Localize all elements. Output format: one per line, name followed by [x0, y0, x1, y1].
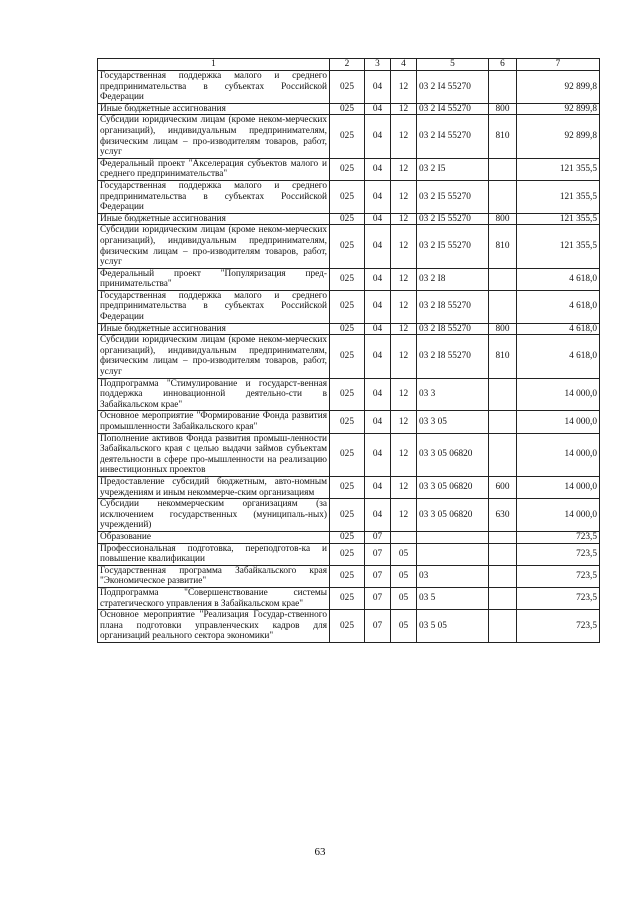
- section-cell: 04: [365, 268, 391, 290]
- subsection-cell: 12: [391, 378, 417, 411]
- code-cell: 025: [330, 378, 365, 411]
- code-cell: 025: [330, 531, 365, 543]
- amount-cell: 723,5: [517, 531, 600, 543]
- row-name-cell: Субсидии юридическим лицам (кроме неком-мерческих организаций), индивидуальным предпринимателям, физическим лицам – про-изводителям товаров, работ, услуг: [98, 225, 330, 268]
- amount-cell: 14 000,0: [517, 378, 600, 411]
- code-cell: 025: [330, 225, 365, 268]
- section-cell: 04: [365, 71, 391, 104]
- row-name-cell: Государственная поддержка малого и среднего предпринимательства в субъектах Российской Федерации: [98, 290, 330, 323]
- table-row: [98, 433, 600, 476]
- table-row: [98, 180, 600, 213]
- code-cell: 025: [330, 71, 365, 104]
- target-article-cell: 03 2 I4 55270: [417, 103, 489, 115]
- target-article-cell: 03 2 I5: [417, 158, 489, 180]
- column-header: 3: [365, 59, 391, 71]
- table-row: [98, 587, 600, 609]
- target-article-cell: 03 2 I8 55270: [417, 323, 489, 335]
- amount-cell: 723,5: [517, 587, 600, 609]
- subsection-cell: [391, 531, 417, 543]
- section-cell: 04: [365, 290, 391, 323]
- section-cell: 04: [365, 476, 391, 498]
- column-number-row: [98, 59, 600, 71]
- table-row: [98, 378, 600, 411]
- section-cell: 04: [365, 335, 391, 378]
- table-row: [98, 213, 600, 225]
- row-name-cell: Образование: [98, 531, 330, 543]
- row-name-cell: Иные бюджетные ассигнования: [98, 323, 330, 335]
- table-row: [98, 531, 600, 543]
- amount-cell: 4 618,0: [517, 290, 600, 323]
- code-cell: 025: [330, 587, 365, 609]
- amount-cell: 121 355,5: [517, 158, 600, 180]
- target-article-cell: 03 3 05 06820: [417, 476, 489, 498]
- section-cell: 07: [365, 543, 391, 565]
- expense-type-cell: [489, 565, 517, 587]
- subsection-cell: 12: [391, 323, 417, 335]
- table-row: [98, 268, 600, 290]
- table-body: [98, 71, 600, 643]
- expense-type-cell: [489, 587, 517, 609]
- row-name-cell: Предоставление субсидий бюджетным, авто-номным учреждениям и иным некоммерче-ским организациям: [98, 476, 330, 498]
- subsection-cell: 12: [391, 411, 417, 433]
- code-cell: 025: [330, 610, 365, 643]
- code-cell: 025: [330, 290, 365, 323]
- amount-cell: 121 355,5: [517, 225, 600, 268]
- expense-type-cell: 800: [489, 103, 517, 115]
- code-cell: 025: [330, 499, 365, 532]
- code-cell: 025: [330, 565, 365, 587]
- row-name-cell: Субсидии некоммерческим организациям (за исключением государственных (муниципаль-ных) учреждений): [98, 499, 330, 532]
- section-cell: 04: [365, 499, 391, 532]
- expense-type-cell: [489, 531, 517, 543]
- code-cell: 025: [330, 411, 365, 433]
- target-article-cell: [417, 531, 489, 543]
- subsection-cell: 12: [391, 225, 417, 268]
- subsection-cell: 12: [391, 158, 417, 180]
- amount-cell: 14 000,0: [517, 411, 600, 433]
- row-name-cell: Подпрограмма "Стимулирование и государст-венная поддержка инновационной деятельно-сти в Забайкальском крае": [98, 378, 330, 411]
- column-header: 5: [417, 59, 489, 71]
- expense-type-cell: 810: [489, 225, 517, 268]
- row-name-cell: Основное мероприятие "Реализация Государ-ственного плана подготовки управленческих кадров для организаций реального сектора экономики": [98, 610, 330, 643]
- target-article-cell: 03: [417, 565, 489, 587]
- code-cell: 025: [330, 323, 365, 335]
- subsection-cell: 12: [391, 476, 417, 498]
- subsection-cell: 12: [391, 103, 417, 115]
- expense-type-cell: 600: [489, 476, 517, 498]
- subsection-cell: 12: [391, 180, 417, 213]
- row-name-cell: Профессиональная подготовка, переподготов-ка и повышение квалификации: [98, 543, 330, 565]
- subsection-cell: 05: [391, 610, 417, 643]
- amount-cell: 14 000,0: [517, 476, 600, 498]
- expense-type-cell: [489, 543, 517, 565]
- budget-table: [97, 58, 600, 643]
- target-article-cell: 03 3 05: [417, 411, 489, 433]
- table-row: [98, 411, 600, 433]
- subsection-cell: 12: [391, 71, 417, 104]
- table-row: [98, 565, 600, 587]
- row-name-cell: Субсидии юридическим лицам (кроме неком-мерческих организаций), индивидуальным предпринимателям, физическим лицам – про-изводителям товаров, работ, услуг: [98, 335, 330, 378]
- row-name-cell: Иные бюджетные ассигнования: [98, 213, 330, 225]
- expense-type-cell: 800: [489, 323, 517, 335]
- row-name-cell: Государственная программа Забайкальского края "Экономическое развитие": [98, 565, 330, 587]
- row-name-cell: Федеральный проект "Популяризация пред-принимательства": [98, 268, 330, 290]
- subsection-cell: 12: [391, 290, 417, 323]
- expense-type-cell: [489, 378, 517, 411]
- row-name-cell: Субсидии юридическим лицам (кроме неком-мерческих организаций), индивидуальным предпринимателям, физическим лицам – про-изводителям товаров, работ, услуг: [98, 115, 330, 158]
- expense-type-cell: [489, 268, 517, 290]
- table-row: [98, 323, 600, 335]
- expense-type-cell: 810: [489, 115, 517, 158]
- target-article-cell: 03 3: [417, 378, 489, 411]
- target-article-cell: 03 2 I8 55270: [417, 335, 489, 378]
- amount-cell: 4 618,0: [517, 323, 600, 335]
- subsection-cell: 05: [391, 543, 417, 565]
- section-cell: 07: [365, 531, 391, 543]
- subsection-cell: 12: [391, 268, 417, 290]
- expense-type-cell: 810: [489, 335, 517, 378]
- section-cell: 04: [365, 433, 391, 476]
- subsection-cell: 12: [391, 335, 417, 378]
- expense-type-cell: [489, 433, 517, 476]
- subsection-cell: 05: [391, 565, 417, 587]
- section-cell: 04: [365, 158, 391, 180]
- amount-cell: 723,5: [517, 543, 600, 565]
- row-name-cell: Государственная поддержка малого и среднего предпринимательства в субъектах Российской Федерации: [98, 180, 330, 213]
- target-article-cell: 03 5: [417, 587, 489, 609]
- section-cell: 04: [365, 378, 391, 411]
- amount-cell: 4 618,0: [517, 335, 600, 378]
- expense-type-cell: [489, 71, 517, 104]
- subsection-cell: 05: [391, 587, 417, 609]
- target-article-cell: 03 2 I4 55270: [417, 71, 489, 104]
- section-cell: 04: [365, 225, 391, 268]
- section-cell: 04: [365, 213, 391, 225]
- column-header: 2: [330, 59, 365, 71]
- section-cell: 07: [365, 565, 391, 587]
- table-row: [98, 476, 600, 498]
- section-cell: 04: [365, 411, 391, 433]
- subsection-cell: 12: [391, 115, 417, 158]
- row-name-cell: Основное мероприятие "Формирование Фонда развития промышленности Забайкальского края": [98, 411, 330, 433]
- row-name-cell: Иные бюджетные ассигнования: [98, 103, 330, 115]
- target-article-cell: 03 2 I8 55270: [417, 290, 489, 323]
- table-row: [98, 103, 600, 115]
- table-row: [98, 225, 600, 268]
- amount-cell: 14 000,0: [517, 433, 600, 476]
- subsection-cell: 12: [391, 213, 417, 225]
- section-cell: 07: [365, 587, 391, 609]
- code-cell: 025: [330, 476, 365, 498]
- section-cell: 04: [365, 323, 391, 335]
- row-name-cell: Подпрограмма "Совершенствование системы стратегического управления в Забайкальском крае": [98, 587, 330, 609]
- section-cell: 07: [365, 610, 391, 643]
- amount-cell: 92 899,8: [517, 115, 600, 158]
- amount-cell: 121 355,5: [517, 180, 600, 213]
- expense-type-cell: 800: [489, 213, 517, 225]
- code-cell: 025: [330, 213, 365, 225]
- column-header: 6: [489, 59, 517, 71]
- target-article-cell: 03 3 05 06820: [417, 433, 489, 476]
- expense-type-cell: 630: [489, 499, 517, 532]
- code-cell: 025: [330, 335, 365, 378]
- table-row: [98, 71, 600, 104]
- column-header: 1: [98, 59, 330, 71]
- target-article-cell: 03 5 05: [417, 610, 489, 643]
- column-header: 4: [391, 59, 417, 71]
- column-header: 7: [517, 59, 600, 71]
- table-row: [98, 158, 600, 180]
- row-name-cell: Пополнение активов Фонда развития промыш-ленности Забайкальского края с целью выдачи займов субъектам деятельности в сфере про-мышленности на реализацию инвестиционных проектов: [98, 433, 330, 476]
- amount-cell: 723,5: [517, 610, 600, 643]
- table-row: [98, 610, 600, 643]
- row-name-cell: Федеральный проект "Акселерация субъектов малого и среднего предпринимательства": [98, 158, 330, 180]
- expense-type-cell: [489, 610, 517, 643]
- amount-cell: 92 899,8: [517, 71, 600, 104]
- expense-type-cell: [489, 158, 517, 180]
- section-cell: 04: [365, 180, 391, 213]
- amount-cell: 121 355,5: [517, 213, 600, 225]
- target-article-cell: 03 2 I8: [417, 268, 489, 290]
- target-article-cell: 03 2 I4 55270: [417, 115, 489, 158]
- amount-cell: 14 000,0: [517, 499, 600, 532]
- table-row: [98, 290, 600, 323]
- row-name-cell: Государственная поддержка малого и среднего предпринимательства в субъектах Российской Федерации: [98, 71, 330, 104]
- table-row: [98, 335, 600, 378]
- code-cell: 025: [330, 268, 365, 290]
- target-article-cell: 03 2 I5 55270: [417, 180, 489, 213]
- table-row: [98, 543, 600, 565]
- amount-cell: 723,5: [517, 565, 600, 587]
- subsection-cell: 12: [391, 433, 417, 476]
- amount-cell: 4 618,0: [517, 268, 600, 290]
- code-cell: 025: [330, 103, 365, 115]
- expense-type-cell: [489, 411, 517, 433]
- table-row: [98, 115, 600, 158]
- table-row: [98, 499, 600, 532]
- target-article-cell: 03 2 I5 55270: [417, 225, 489, 268]
- target-article-cell: [417, 543, 489, 565]
- expense-type-cell: [489, 180, 517, 213]
- target-article-cell: 03 3 05 06820: [417, 499, 489, 532]
- target-article-cell: 03 2 I5 55270: [417, 213, 489, 225]
- section-cell: 04: [365, 103, 391, 115]
- page-number: 63: [314, 846, 326, 858]
- code-cell: 025: [330, 543, 365, 565]
- code-cell: 025: [330, 433, 365, 476]
- code-cell: 025: [330, 115, 365, 158]
- amount-cell: 92 899,8: [517, 103, 600, 115]
- subsection-cell: 12: [391, 499, 417, 532]
- expense-type-cell: [489, 290, 517, 323]
- code-cell: 025: [330, 158, 365, 180]
- code-cell: 025: [330, 180, 365, 213]
- section-cell: 04: [365, 115, 391, 158]
